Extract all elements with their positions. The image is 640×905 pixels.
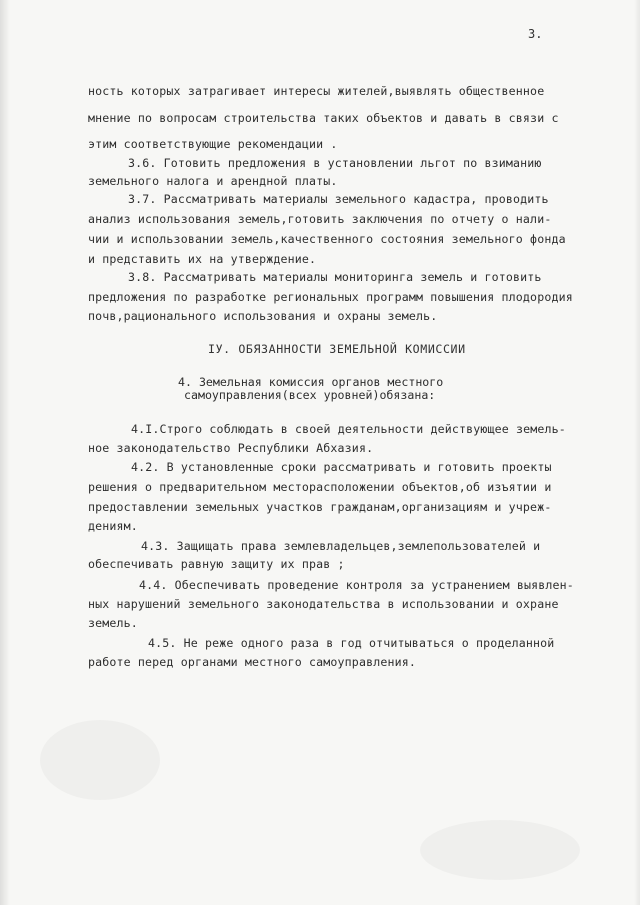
clause-4-1: 4.I.Строго соблюдать в своей деятельности действующее земель- [131,422,566,436]
clause-3-7: 3.7. Рассматривать материалы земельного кадастра, проводить [128,192,549,206]
page-number: 3. [528,27,543,41]
section-heading: IУ. ОБЯЗАННОСТИ ЗЕМЕЛЬНОЙ КОМИССИИ [208,342,466,356]
scan-shadow-left [0,0,10,905]
text-line: земельного налога и арендной платы. [88,174,338,188]
text-line: и представить их на утверждение. [88,252,317,266]
text-line: анализ использования земель,готовить заключения по отчету о нали- [88,212,552,226]
text-line: решения о предварительном месторасположении объектов,об изъятии и [88,480,552,494]
text-line: чии и использовании земель,качественного состояния земельного фонда [88,232,566,246]
scan-smudge [40,720,160,800]
text-line: дениям. [88,519,138,533]
clause-4-2: 4.2. В установленные сроки рассматривать и готовить проекты [131,460,552,474]
text-line: земель. [88,616,138,630]
clause-4-5: 4.5. Не реже одного раза в год отчитываться о проделанной [148,636,555,650]
clause-4-3: 4.3. Защищать права землевладельцев,землепользователей и [141,539,541,553]
text-line: мнение по вопросам строительства таких объектов и давать в связи с [88,111,559,125]
text-line: почв,рационального использования и охраны земель. [88,309,438,323]
text-line: ность которых затрагивает интересы жителей,выявлять общественное [88,84,545,98]
text-line: ное законодательство Республики Абхазия. [88,441,374,455]
clause-4-4: 4.4. Обеспечивать проведение контроля за устранением выявлен- [139,578,574,592]
text-line: обеспечивать равную защиту их прав ; [88,557,345,571]
scan-shadow-right [634,0,640,905]
section-lead-line: самоуправления(всех уровней)обязана: [184,388,436,402]
text-line: предоставлении земельных участков гражданам,организациям и учреж- [88,500,552,514]
text-line: ных нарушений земельного законодательства в использовании и охране [88,597,559,611]
section-lead-line: 4. Земельная комиссия органов местного [178,375,444,389]
scan-smudge [420,820,580,880]
clause-3-6: 3.6. Готовить предложения в установлении льгот по взиманию [128,156,542,170]
text-line: этим соответствующие рекомендации . [88,137,338,151]
text-line: работе перед органами местного самоуправления. [88,655,416,669]
text-line: предложения по разработке региональных программ повышения плодородия [88,290,573,304]
clause-3-8: 3.8. Рассматривать материалы мониторинга земель и готовить [128,270,542,284]
